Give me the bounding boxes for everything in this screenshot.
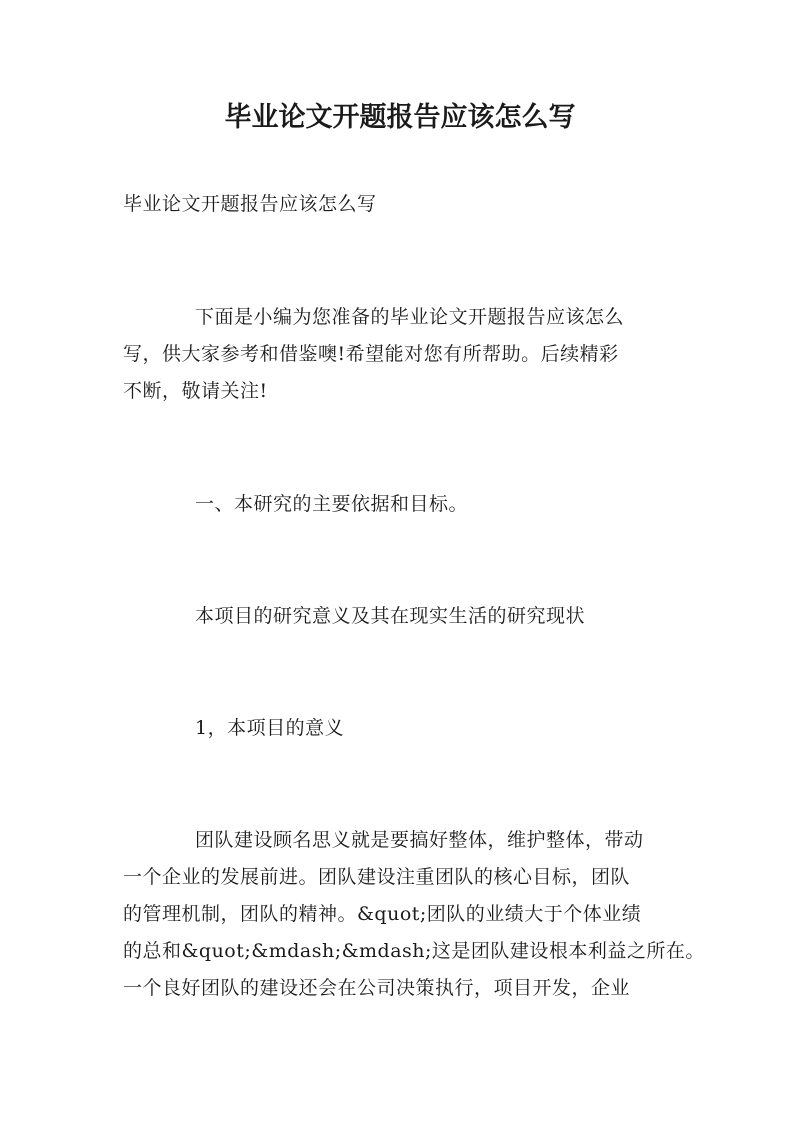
intro-line: 不断，敬请关注! <box>123 380 268 402</box>
subsection-heading: 本项目的研究意义及其在现实生活的研究现状 <box>195 605 586 627</box>
body-line: 一个良好团队的建设还会在公司决策执行，项目开发，企业 <box>123 977 631 999</box>
intro-line: 写，供大家参考和借鉴噢!希望能对您有所帮助。后续精彩 <box>123 343 619 365</box>
intro-paragraph <box>123 299 693 410</box>
item-heading: 1，本项目的意义 <box>195 717 345 739</box>
intro-line: 下面是小编为您准备的毕业论文开题报告应该怎么 <box>195 306 625 328</box>
body-line: 的总和&quot;&mdash;&mdash;这是团队建设根本利益之所在。 <box>123 940 705 962</box>
body-line: 的管理机制，团队的精神。&quot;团队的业绩大于个体业绩 <box>123 903 642 925</box>
body-line: 团队建设顾名思义就是要搞好整体，维护整体，带动 <box>195 829 644 851</box>
body-line: 一个企业的发展前进。团队建设注重团队的核心目标，团队 <box>123 866 631 888</box>
document-title: 毕业论文开题报告应该怎么写 <box>224 102 576 133</box>
section-heading: 一、本研究的主要依据和目标。 <box>195 493 469 515</box>
body-paragraph <box>123 822 705 1007</box>
document-subtitle: 毕业论文开题报告应该怎么写 <box>123 193 377 215</box>
